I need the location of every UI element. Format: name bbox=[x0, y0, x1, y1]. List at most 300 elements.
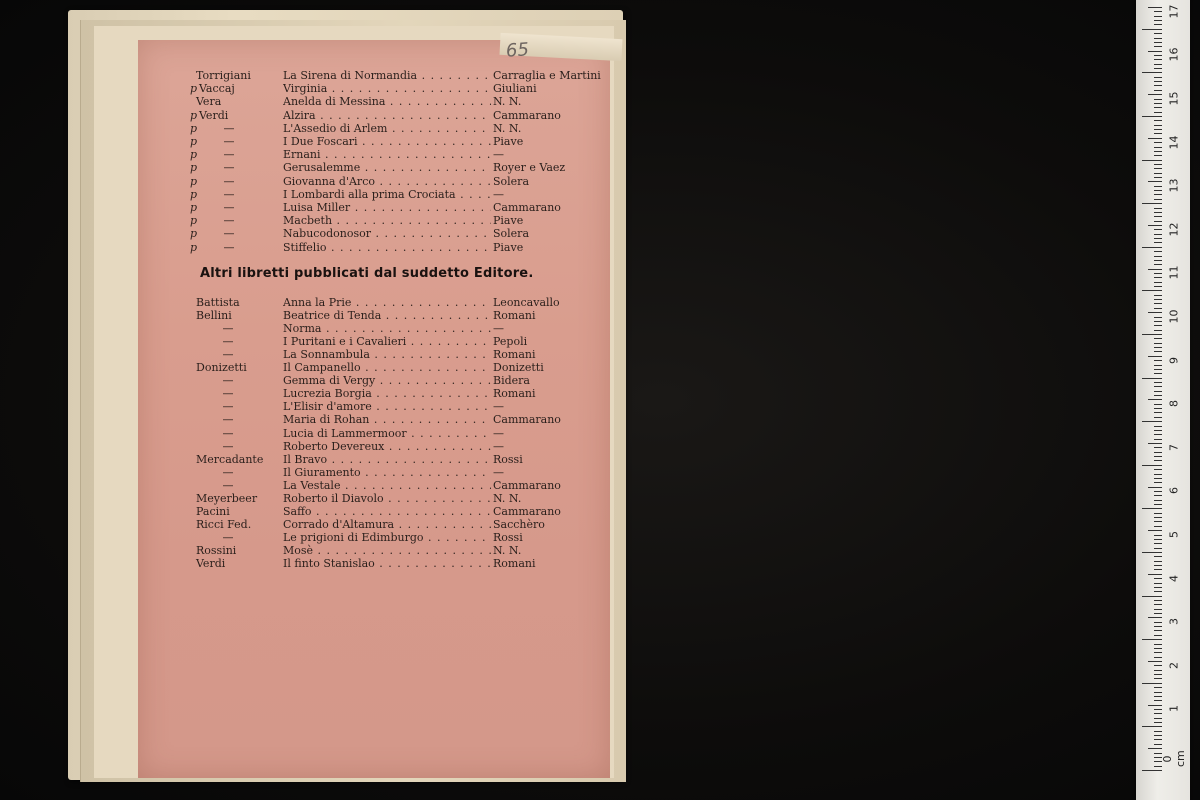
entry-title: Il Bravo . . . bbox=[283, 453, 491, 466]
ruler-tick bbox=[1148, 7, 1162, 8]
ruler-tick bbox=[1148, 443, 1162, 444]
entry-author: Cammarano bbox=[493, 413, 561, 427]
catalogue-entry bbox=[190, 148, 605, 161]
entry-composer: Verdi bbox=[199, 108, 229, 122]
ruler-tick bbox=[1154, 133, 1162, 134]
catalogue-entry bbox=[190, 296, 605, 309]
ruler-tick bbox=[1142, 596, 1162, 597]
ruler-tick bbox=[1154, 713, 1162, 714]
entry-composer: Battista bbox=[196, 296, 240, 309]
ruler-tick bbox=[1154, 391, 1162, 392]
entry-title: Alzira . . . bbox=[283, 109, 491, 122]
ruler-tick bbox=[1154, 16, 1162, 17]
ruler-number: 16 bbox=[1167, 47, 1181, 62]
entry-composer: — bbox=[222, 335, 234, 349]
entry-composer: Torrigiani bbox=[196, 69, 251, 82]
ruler-tick bbox=[1154, 526, 1162, 527]
ruler-tick bbox=[1154, 696, 1162, 697]
entry-title: Nabucodonosor . . . bbox=[283, 227, 491, 240]
ruler-tick bbox=[1142, 247, 1162, 248]
entry-composer: Ricci Fed. bbox=[196, 517, 252, 531]
ruler-tick bbox=[1154, 68, 1162, 69]
entry-title: I Lombardi alla prima Crociata . . . bbox=[283, 188, 491, 201]
entry-mark: p bbox=[190, 227, 198, 241]
entry-title: Le prigioni di Edimburgo . . . bbox=[283, 531, 491, 544]
ruler-tick bbox=[1154, 303, 1162, 304]
entry-author: Romani bbox=[493, 557, 536, 570]
ruler-tick bbox=[1142, 683, 1162, 684]
entry-author: Royer e Vaez bbox=[493, 161, 566, 175]
ruler-tick bbox=[1154, 125, 1162, 126]
entry-title: Giovanna d'Arco . . . bbox=[283, 175, 491, 188]
entry-composer: — bbox=[223, 148, 235, 162]
ruler-tick bbox=[1154, 521, 1162, 522]
ruler-tick bbox=[1154, 517, 1162, 518]
ruler-tick bbox=[1154, 583, 1162, 584]
ruler-number: 11 bbox=[1167, 265, 1181, 280]
ruler-tick bbox=[1154, 286, 1162, 287]
entry-author: Rossi bbox=[493, 530, 523, 544]
entry-composer: Bellini bbox=[196, 309, 232, 323]
ruler-tick bbox=[1154, 142, 1162, 143]
entry-title: I Puritani e i Cavalieri . . . bbox=[283, 335, 491, 348]
entry-author: — bbox=[493, 465, 504, 479]
ruler-tick bbox=[1148, 487, 1162, 488]
ruler-tick bbox=[1154, 234, 1162, 235]
ruler-tick bbox=[1154, 369, 1162, 370]
ruler-tick bbox=[1154, 38, 1162, 39]
ruler-tick bbox=[1154, 308, 1162, 309]
ruler-tick bbox=[1154, 351, 1162, 352]
ruler-tick bbox=[1154, 630, 1162, 631]
ruler-tick bbox=[1154, 251, 1162, 252]
entry-author: — bbox=[493, 439, 504, 453]
entry-author: Leoncavallo bbox=[493, 296, 560, 309]
entry-composer: Meyerbeer bbox=[196, 491, 258, 505]
ruler-tick bbox=[1154, 426, 1162, 427]
ruler-tick bbox=[1154, 622, 1162, 623]
entry-mark: p bbox=[190, 201, 198, 214]
ruler-tick bbox=[1154, 229, 1162, 230]
entry-title: Beatrice di Tenda . . . bbox=[283, 309, 491, 322]
entry-composer: Verdi bbox=[196, 557, 226, 570]
ruler-tick bbox=[1148, 574, 1162, 575]
entry-composer: — bbox=[223, 121, 235, 135]
entry-title: Gemma di Vergy . . . bbox=[283, 374, 491, 387]
ruler-tick bbox=[1154, 652, 1162, 653]
ruler-number: 13 bbox=[1167, 178, 1181, 193]
ruler-tick bbox=[1154, 404, 1162, 405]
entry-composer: — bbox=[223, 214, 235, 228]
catalogue-entry bbox=[190, 492, 605, 505]
ruler-tick bbox=[1148, 225, 1162, 226]
catalogue-entry bbox=[190, 335, 605, 348]
ruler-tick bbox=[1142, 290, 1162, 291]
entry-mark: p bbox=[190, 174, 198, 188]
ruler-tick bbox=[1154, 578, 1162, 579]
entry-title: Macbeth . . . bbox=[283, 214, 491, 227]
ruler-tick bbox=[1154, 565, 1162, 566]
entry-author: Giuliani bbox=[493, 82, 537, 96]
entry-author: N. N. bbox=[493, 543, 522, 557]
catalogue-entry bbox=[190, 531, 605, 544]
entry-mark: p bbox=[190, 135, 198, 148]
entry-composer: — bbox=[222, 374, 234, 388]
ruler-tick bbox=[1142, 465, 1162, 466]
ruler-tick bbox=[1148, 181, 1162, 182]
ruler-tick bbox=[1154, 700, 1162, 701]
ruler-tick bbox=[1154, 164, 1162, 165]
entry-composer: — bbox=[223, 201, 235, 214]
ruler-tick bbox=[1154, 338, 1162, 339]
entry-composer: — bbox=[222, 322, 234, 336]
entry-author: Romani bbox=[493, 387, 536, 401]
ruler-tick bbox=[1154, 129, 1162, 130]
ruler-tick bbox=[1142, 72, 1162, 73]
entry-author: Cammarano bbox=[493, 108, 561, 122]
entry-title: Mosè . . . bbox=[283, 544, 491, 557]
entry-title: La Sonnambula . . . bbox=[283, 348, 491, 361]
entry-composer: Rossini bbox=[196, 543, 237, 557]
ruler-number: 2 bbox=[1167, 661, 1181, 669]
ruler-number: 4 bbox=[1167, 574, 1181, 582]
entry-title: L'Elisir d'amore . . . bbox=[283, 400, 491, 413]
ruler-number: 12 bbox=[1167, 222, 1181, 237]
catalogue-entry bbox=[190, 361, 605, 374]
ruler-tick bbox=[1154, 687, 1162, 688]
entry-author: Rossi bbox=[493, 452, 523, 466]
ruler-tick bbox=[1142, 203, 1162, 204]
ruler-tick bbox=[1154, 190, 1162, 191]
ruler-tick bbox=[1148, 51, 1162, 52]
ruler-tick bbox=[1154, 33, 1162, 34]
ruler-tick bbox=[1154, 408, 1162, 409]
entry-composer: — bbox=[223, 240, 235, 254]
ruler-tick bbox=[1154, 561, 1162, 562]
ruler-tick bbox=[1154, 478, 1162, 479]
ruler-tick bbox=[1154, 657, 1162, 658]
ruler-tick bbox=[1154, 609, 1162, 610]
entry-author: Cammarano bbox=[493, 201, 561, 214]
catalogue-entry bbox=[190, 348, 605, 361]
entry-title: Maria di Rohan . . . bbox=[283, 413, 491, 426]
ruler-tick bbox=[1154, 587, 1162, 588]
ruler-tick bbox=[1154, 147, 1162, 148]
entry-composer: — bbox=[222, 530, 234, 544]
entry-title: La Sirena di Normandia . . . bbox=[283, 69, 491, 82]
entry-author: Solera bbox=[493, 227, 530, 241]
ruler-tick bbox=[1154, 85, 1162, 86]
ruler-tick bbox=[1154, 295, 1162, 296]
entry-composer: — bbox=[223, 161, 235, 175]
ruler-number: 6 bbox=[1167, 487, 1181, 495]
ruler-tick bbox=[1154, 482, 1162, 483]
entry-title: Anelda di Messina . . . bbox=[283, 95, 491, 108]
entry-title: Il Giuramento . . . bbox=[283, 466, 491, 479]
ruler-tick bbox=[1154, 194, 1162, 195]
catalogue-entry bbox=[190, 440, 605, 453]
entry-composer: — bbox=[222, 400, 234, 414]
ruler-number: 8 bbox=[1167, 400, 1181, 408]
catalogue-entry bbox=[190, 479, 605, 492]
ruler-tick bbox=[1154, 434, 1162, 435]
entry-composer: — bbox=[222, 426, 234, 440]
ruler-tick bbox=[1154, 626, 1162, 627]
catalogue-entry bbox=[190, 466, 605, 479]
ruler-tick bbox=[1154, 469, 1162, 470]
entry-mark: p bbox=[190, 121, 198, 135]
ruler-tick bbox=[1148, 94, 1162, 95]
ruler-tick bbox=[1154, 504, 1162, 505]
ruler-tick bbox=[1154, 692, 1162, 693]
ruler-tick bbox=[1154, 417, 1162, 418]
ruler-tick bbox=[1142, 639, 1162, 640]
ruler-tick bbox=[1154, 112, 1162, 113]
entry-mark: p bbox=[190, 187, 198, 201]
entry-title: La Vestale . . . bbox=[283, 479, 491, 492]
ruler-tick bbox=[1154, 452, 1162, 453]
ruler-tick bbox=[1154, 456, 1162, 457]
catalogue-entry bbox=[190, 241, 605, 254]
entry-title: Il Campanello . . . bbox=[283, 361, 491, 374]
entry-title: Stiffelio . . . bbox=[283, 241, 491, 254]
catalogue-entry bbox=[190, 413, 605, 426]
ruler-tick bbox=[1142, 116, 1162, 117]
catalogue-entry bbox=[190, 82, 605, 95]
entry-composer: Pacini bbox=[196, 504, 230, 518]
ruler-tick bbox=[1154, 242, 1162, 243]
catalogue-entry bbox=[190, 427, 605, 440]
ruler-tick bbox=[1154, 199, 1162, 200]
entry-title: Lucia di Lammermoor . . . bbox=[283, 427, 491, 440]
ruler-tick bbox=[1154, 46, 1162, 47]
ruler-tick bbox=[1148, 530, 1162, 531]
ruler-tick bbox=[1154, 151, 1162, 152]
ruler-tick bbox=[1148, 312, 1162, 313]
ruler-tick bbox=[1154, 55, 1162, 56]
entry-author: Piave bbox=[493, 214, 524, 228]
ruler-number: 5 bbox=[1167, 531, 1181, 538]
ruler-tick bbox=[1142, 726, 1162, 727]
ruler-tick bbox=[1154, 373, 1162, 374]
ruler-tick bbox=[1154, 107, 1162, 108]
ruler-tick bbox=[1154, 556, 1162, 557]
ruler-number: 7 bbox=[1167, 443, 1181, 451]
entry-author: Piave bbox=[493, 240, 524, 254]
ruler-tick bbox=[1154, 670, 1162, 671]
catalogue-entry bbox=[190, 214, 605, 227]
ruler-tick bbox=[1154, 412, 1162, 413]
ruler-tick bbox=[1148, 399, 1162, 400]
ruler-tick bbox=[1154, 325, 1162, 326]
ruler-tick bbox=[1154, 744, 1162, 745]
ruler-tick bbox=[1154, 474, 1162, 475]
entry-author: Cammarano bbox=[493, 478, 561, 492]
ruler-tick bbox=[1154, 539, 1162, 540]
ruler-tick bbox=[1154, 569, 1162, 570]
pencil-note: 65 bbox=[505, 39, 530, 62]
ruler-tick bbox=[1142, 378, 1162, 379]
ruler-tick bbox=[1154, 543, 1162, 544]
entry-author: Pepoli bbox=[493, 335, 528, 349]
entry-composer: — bbox=[222, 478, 234, 492]
ruler-tick bbox=[1154, 722, 1162, 723]
ruler-tick bbox=[1154, 155, 1162, 156]
ruler-tick bbox=[1154, 11, 1162, 12]
entry-composer: — bbox=[223, 187, 235, 201]
ruler-tick bbox=[1154, 447, 1162, 448]
entry-author: Piave bbox=[493, 135, 524, 148]
ruler-tick bbox=[1148, 705, 1162, 706]
ruler-number: 1 bbox=[1167, 705, 1181, 713]
entry-mark: p bbox=[190, 240, 198, 254]
ruler-number: 17 bbox=[1167, 4, 1181, 19]
entry-author: — bbox=[493, 322, 504, 336]
ruler-tick bbox=[1148, 661, 1162, 662]
entry-mark: p bbox=[190, 82, 198, 96]
ruler-tick bbox=[1154, 260, 1162, 261]
catalogue-entry bbox=[190, 135, 605, 148]
entry-author: Sacchèro bbox=[493, 517, 545, 531]
entry-author: Romani bbox=[493, 348, 536, 362]
entry-title: Gerusalemme . . . bbox=[283, 161, 491, 174]
catalogue-entry bbox=[190, 400, 605, 413]
entry-author: N. N. bbox=[493, 491, 522, 505]
ruler-tick bbox=[1154, 709, 1162, 710]
entry-author: Romani bbox=[493, 309, 536, 323]
ruler-tick bbox=[1154, 81, 1162, 82]
ruler-tick bbox=[1154, 64, 1162, 65]
ruler-tick bbox=[1154, 365, 1162, 366]
entry-composer: Vera bbox=[196, 95, 222, 109]
catalogue-entry bbox=[190, 453, 605, 466]
entry-composer: — bbox=[223, 135, 235, 148]
ruler-tick bbox=[1148, 269, 1162, 270]
ruler-tick bbox=[1142, 508, 1162, 509]
ruler-tick bbox=[1154, 439, 1162, 440]
catalogue-entry bbox=[190, 122, 605, 135]
ruler-tick bbox=[1154, 395, 1162, 396]
ruler-tick bbox=[1154, 731, 1162, 732]
ruler-tick bbox=[1154, 20, 1162, 21]
ruler-tick bbox=[1154, 186, 1162, 187]
ruler-tick bbox=[1154, 678, 1162, 679]
ruler-tick bbox=[1142, 29, 1162, 30]
entry-title: Roberto il Diavolo . . . bbox=[283, 492, 491, 505]
ruler-tick bbox=[1154, 216, 1162, 217]
ruler-tick bbox=[1154, 674, 1162, 675]
catalogue-entry bbox=[190, 227, 605, 240]
entry-author: Bidera bbox=[493, 374, 530, 388]
ruler-tick bbox=[1154, 735, 1162, 736]
ruler-tick bbox=[1148, 748, 1162, 749]
ruler-tick bbox=[1154, 212, 1162, 213]
entry-mark: p bbox=[190, 214, 198, 228]
ruler-tick bbox=[1154, 299, 1162, 300]
entry-composer: — bbox=[222, 465, 234, 479]
ruler-tick bbox=[1154, 644, 1162, 645]
entry-author: Solera bbox=[493, 174, 530, 188]
ruler-tick bbox=[1154, 360, 1162, 361]
ruler-tick bbox=[1154, 604, 1162, 605]
ruler-tick bbox=[1148, 356, 1162, 357]
catalogue-entry bbox=[190, 309, 605, 322]
entry-title: Corrado d'Altamura . . . bbox=[283, 518, 491, 531]
ruler-tick bbox=[1154, 77, 1162, 78]
ruler-tick bbox=[1154, 42, 1162, 43]
ruler-tick bbox=[1154, 500, 1162, 501]
entry-composer: Donizetti bbox=[196, 361, 247, 375]
ruler-number: 15 bbox=[1167, 91, 1181, 106]
catalogue-entry bbox=[190, 505, 605, 518]
entry-composer: Mercadante bbox=[196, 452, 264, 466]
ruler-number: 10 bbox=[1167, 309, 1181, 324]
ruler-tick bbox=[1154, 600, 1162, 601]
ruler-tick bbox=[1154, 317, 1162, 318]
entry-composer: — bbox=[222, 387, 234, 401]
entry-author: Donizetti bbox=[493, 361, 544, 375]
entry-title: I Due Foscari . . . bbox=[283, 135, 491, 148]
ruler-tick bbox=[1142, 160, 1162, 161]
entry-composer: — bbox=[222, 439, 234, 453]
ruler-tick bbox=[1154, 321, 1162, 322]
entry-composer: — bbox=[223, 227, 235, 241]
ruler-number: 9 bbox=[1167, 356, 1181, 364]
entry-mark: p bbox=[190, 148, 198, 162]
entry-mark: p bbox=[190, 161, 198, 175]
entry-title: Lucrezia Borgia . . . bbox=[283, 387, 491, 400]
catalogue-entry bbox=[190, 188, 605, 201]
entry-title: Il finto Stanislao . . . bbox=[283, 557, 491, 570]
catalogue-entry bbox=[190, 387, 605, 400]
ruler-tick bbox=[1154, 382, 1162, 383]
entry-composer: — bbox=[222, 348, 234, 362]
catalogue-entry bbox=[190, 544, 605, 557]
catalogue-entry bbox=[190, 201, 605, 214]
catalogue-entry bbox=[190, 518, 605, 531]
ruler-tick bbox=[1154, 238, 1162, 239]
entry-author: N. N. bbox=[493, 121, 522, 135]
ruler-tick bbox=[1154, 24, 1162, 25]
ruler-tick bbox=[1154, 256, 1162, 257]
ruler-tick bbox=[1154, 347, 1162, 348]
ruler-tick bbox=[1154, 495, 1162, 496]
ruler-tick bbox=[1154, 273, 1162, 274]
ruler-tick bbox=[1154, 635, 1162, 636]
ruler-tick bbox=[1142, 770, 1162, 771]
ruler-tick bbox=[1154, 168, 1162, 169]
ruler-tick bbox=[1154, 264, 1162, 265]
ruler-tick bbox=[1154, 535, 1162, 536]
entry-mark: p bbox=[190, 108, 198, 122]
catalogue-entry bbox=[190, 95, 605, 108]
ruler-number: 0 cm bbox=[1161, 750, 1187, 767]
ruler-tick bbox=[1154, 591, 1162, 592]
ruler-tick bbox=[1148, 617, 1162, 618]
ruler-tick bbox=[1142, 421, 1162, 422]
ruler-tick bbox=[1148, 138, 1162, 139]
entry-title: Virginia . . . bbox=[283, 82, 491, 95]
catalogue-entry bbox=[190, 69, 605, 82]
entry-author: — bbox=[493, 400, 504, 414]
ruler-tick bbox=[1154, 221, 1162, 222]
catalogue-entry bbox=[190, 557, 605, 570]
ruler-tick bbox=[1154, 430, 1162, 431]
entry-author: — bbox=[493, 148, 504, 162]
ruler-tick bbox=[1154, 665, 1162, 666]
entry-title: Anna la Prie . . . bbox=[283, 296, 491, 309]
ruler-tick bbox=[1154, 99, 1162, 100]
